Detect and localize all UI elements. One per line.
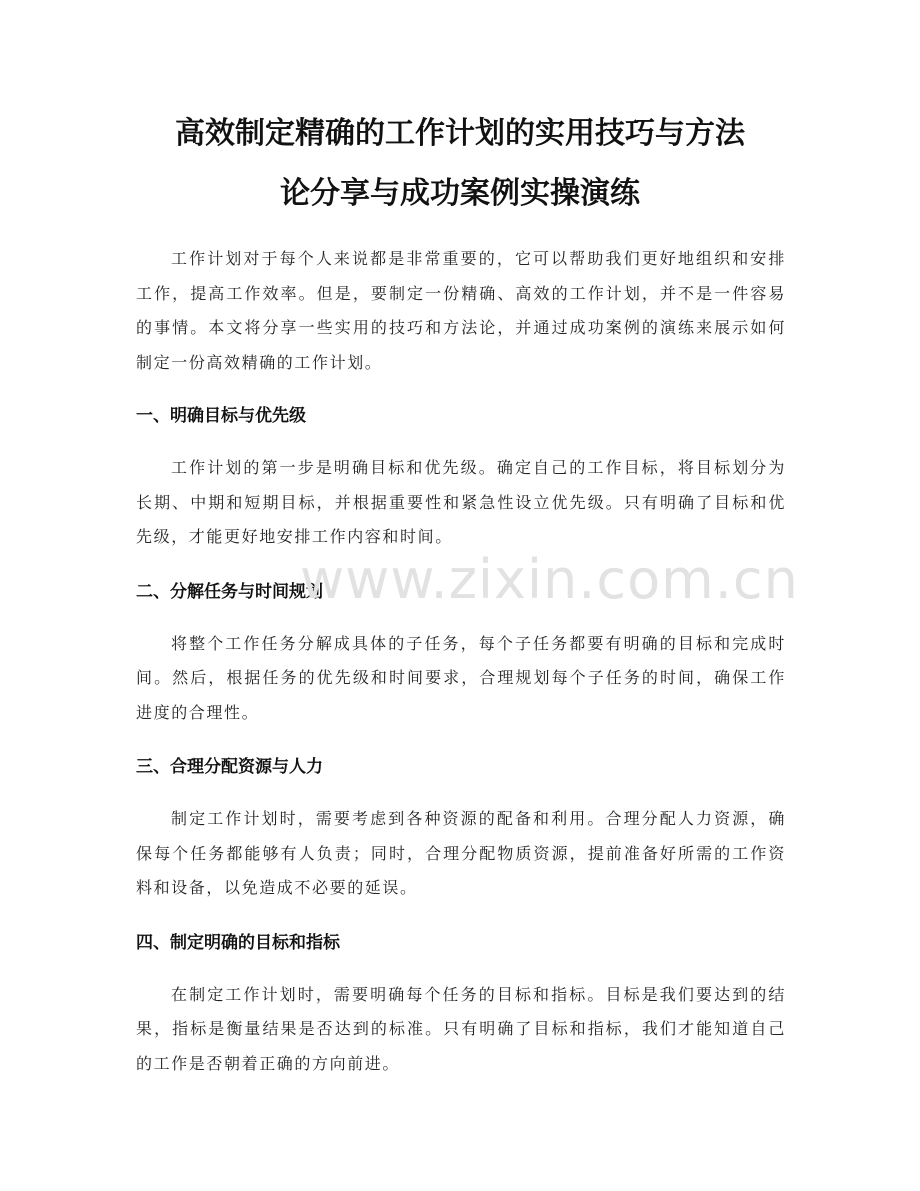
section-3-paragraph: 制定工作计划时，需要考虑到各种资源的配备和利用。合理分配人力资源，确保每个任务都能够有人负责；同时，合理分配物质资源，提前准备好所需的工作资料和设备，以免造成不必要的延误。 — [136, 809, 786, 897]
section-2-heading: 二、分解任务与时间规划 — [136, 581, 323, 602]
intro-paragraph: 工作计划对于每个人来说都是非常重要的，它可以帮助我们更好地组织和安排工作，提高工作效率。但是，要制定一份精确、高效的工作计划，并不是一件容易的事情。本文将分享一些实用的技巧和方法论，并通过成功案例的演练来展示如何制定一份高效精确的工作计划。 — [136, 249, 786, 372]
section-1-paragraph: 工作计划的第一步是明确目标和优先级。确定自己的工作目标，将目标划分为长期、中期和短期目标，并根据重要性和紧急性设立优先级。只有明确了目标和优先级，才能更好地安排工作内容和时间。 — [136, 458, 786, 546]
watermark-text: www.zixin.com.cn — [300, 548, 799, 611]
section-1-heading: 一、明确目标与优先级 — [136, 406, 306, 426]
section-4-paragraph: 在制定工作计划时，需要明确每个任务的目标和指标。目标是我们要达到的结果，指标是衡量结果是否达到的标准。只有明确了目标和指标，我们才能知道自己的工作是否朝着正确的方向前进。 — [136, 984, 786, 1073]
document-title-line-1: 高效制定精确的工作计划的实用技巧与方法 — [175, 116, 745, 151]
section-3-heading: 三、合理分配资源与人力 — [136, 757, 323, 777]
section-2-paragraph: 将整个工作任务分解成具体的子任务，每个子任务都要有明确的目标和完成时间。然后，根据任务的优先级和时间要求，合理规划每个子任务的时间，确保工作进度的合理性。 — [136, 633, 786, 722]
document-title-line-2: 论分享与成功案例实操演练 — [280, 176, 640, 211]
document-body — [136, 242, 786, 1081]
section-4-heading: 四、制定明确的目标和指标 — [136, 932, 340, 953]
